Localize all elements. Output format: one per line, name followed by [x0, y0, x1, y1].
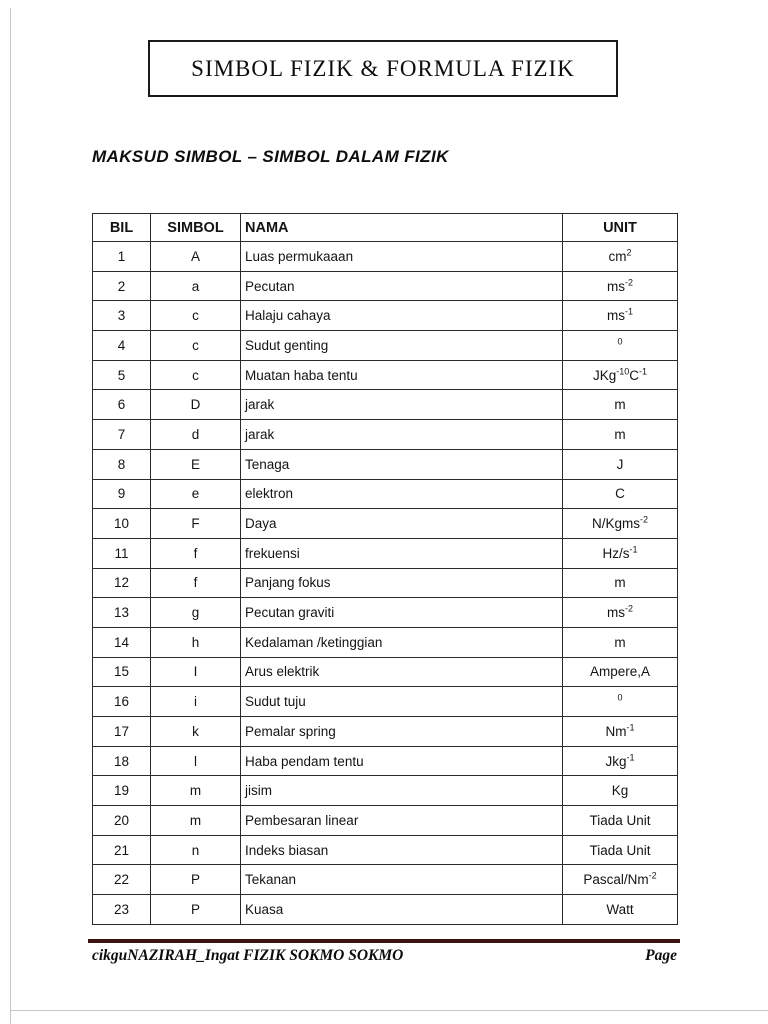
cell-unit: 0: [563, 331, 678, 361]
table-row: [93, 687, 678, 717]
column-header-unit: UNIT: [563, 214, 678, 242]
cell-unit: $ms^{-2}$: [563, 271, 678, 301]
cell-unit: J: [563, 449, 678, 479]
cell-unit: m: [563, 420, 678, 450]
cell-simbol: A: [151, 242, 241, 272]
table-row: [93, 776, 678, 806]
cell-unit: C: [563, 479, 678, 509]
cell-simbol: P: [151, 895, 241, 925]
cell-simbol: c: [151, 301, 241, 331]
cell-bil: 12: [93, 568, 151, 598]
cell-bil: 11: [93, 538, 151, 568]
cell-nama: Pemalar spring: [241, 717, 563, 747]
table-row: [93, 331, 678, 361]
cell-simbol: l: [151, 746, 241, 776]
cell-bil: 5: [93, 360, 151, 390]
cell-bil: 2: [93, 271, 151, 301]
page-edge-bottom: [10, 1010, 768, 1011]
footer-divider: [88, 939, 680, 943]
cell-nama: Arus elektrik: [241, 657, 563, 687]
cell-nama: elektron: [241, 479, 563, 509]
cell-nama: Tekanan: [241, 865, 563, 895]
cell-simbol: m: [151, 806, 241, 836]
cell-nama: Kuasa: [241, 895, 563, 925]
cell-unit: $cm^2$: [563, 242, 678, 272]
cell-nama: jarak: [241, 420, 563, 450]
cell-simbol: P: [151, 865, 241, 895]
cell-simbol: n: [151, 835, 241, 865]
cell-simbol: F: [151, 509, 241, 539]
table-row: [93, 598, 678, 628]
cell-simbol: c: [151, 360, 241, 390]
cell-bil: 15: [93, 657, 151, 687]
page-footer: [92, 947, 677, 965]
cell-nama: Indeks biasan: [241, 835, 563, 865]
page-edge-left: [10, 8, 11, 1024]
cell-unit: $ms^{-1}$: [563, 301, 678, 331]
table-row: [93, 271, 678, 301]
cell-nama: Pecutan graviti: [241, 598, 563, 628]
table-row: [93, 449, 678, 479]
cell-bil: 7: [93, 420, 151, 450]
cell-bil: 3: [93, 301, 151, 331]
cell-bil: 22: [93, 865, 151, 895]
column-header-simbol: SIMBOL: [151, 214, 241, 242]
table-row: [93, 301, 678, 331]
table-row: [93, 627, 678, 657]
cell-bil: 16: [93, 687, 151, 717]
cell-simbol: a: [151, 271, 241, 301]
cell-bil: 13: [93, 598, 151, 628]
cell-unit: Tiada Unit: [563, 806, 678, 836]
cell-simbol: i: [151, 687, 241, 717]
table-row: [93, 746, 678, 776]
cell-bil: 9: [93, 479, 151, 509]
document-title: SIMBOL FIZIK & FORMULA FIZIK: [191, 55, 575, 81]
cell-simbol: g: [151, 598, 241, 628]
table-row: [93, 717, 678, 747]
cell-simbol: E: [151, 449, 241, 479]
table-row: [93, 835, 678, 865]
cell-bil: 20: [93, 806, 151, 836]
table-row: [93, 420, 678, 450]
cell-simbol: f: [151, 568, 241, 598]
cell-unit: Ampere,A: [563, 657, 678, 687]
footer-left-text: cikguNAZIRAH_Ingat FIZIK SOKMO SOKMO: [92, 947, 404, 964]
cell-simbol: f: [151, 538, 241, 568]
cell-unit: Watt: [563, 895, 678, 925]
table-row: [93, 568, 678, 598]
cell-bil: 6: [93, 390, 151, 420]
cell-unit: Jkg$^{-1}$: [563, 746, 678, 776]
cell-nama: Pembesaran linear: [241, 806, 563, 836]
column-header-bil: BIL: [93, 214, 151, 242]
cell-nama: jisim: [241, 776, 563, 806]
cell-simbol: k: [151, 717, 241, 747]
cell-unit: N/Kgms$^{-2}$: [563, 509, 678, 539]
cell-bil: 14: [93, 627, 151, 657]
cell-nama: Sudut genting: [241, 331, 563, 361]
cell-unit: $Nm^{-1}$: [563, 717, 678, 747]
cell-bil: 8: [93, 449, 151, 479]
cell-unit: 0: [563, 687, 678, 717]
cell-bil: 10: [93, 509, 151, 539]
cell-simbol: m: [151, 776, 241, 806]
cell-simbol: I: [151, 657, 241, 687]
cell-unit: $Hz/s^{-1}$: [563, 538, 678, 568]
table-row: [93, 657, 678, 687]
cell-bil: 21: [93, 835, 151, 865]
symbols-table: [92, 213, 678, 925]
table-row: [93, 895, 678, 925]
cell-nama: Sudut tuju: [241, 687, 563, 717]
table-row: [93, 538, 678, 568]
cell-nama: Panjang fokus: [241, 568, 563, 598]
cell-unit: Pascal/$Nm^{-2}$: [563, 865, 678, 895]
cell-bil: 23: [93, 895, 151, 925]
table-row: [93, 360, 678, 390]
table-header-row: [93, 214, 678, 242]
table-row: [93, 242, 678, 272]
cell-bil: 19: [93, 776, 151, 806]
cell-simbol: h: [151, 627, 241, 657]
cell-unit: m: [563, 627, 678, 657]
cell-simbol: e: [151, 479, 241, 509]
cell-simbol: c: [151, 331, 241, 361]
table-row: [93, 479, 678, 509]
cell-nama: Kedalaman /ketinggian: [241, 627, 563, 657]
table-row: [93, 806, 678, 836]
cell-bil: 1: [93, 242, 151, 272]
cell-bil: 17: [93, 717, 151, 747]
cell-nama: Muatan haba tentu: [241, 360, 563, 390]
cell-nama: Halaju cahaya: [241, 301, 563, 331]
cell-nama: Pecutan: [241, 271, 563, 301]
cell-nama: Luas permukaaan: [241, 242, 563, 272]
cell-unit: $JKg^{-10}C^{-1}$: [563, 360, 678, 390]
cell-simbol: d: [151, 420, 241, 450]
cell-simbol: D: [151, 390, 241, 420]
cell-unit: Kg: [563, 776, 678, 806]
table-row: [93, 509, 678, 539]
cell-unit: Tiada Unit: [563, 835, 678, 865]
cell-nama: Tenaga: [241, 449, 563, 479]
cell-nama: Daya: [241, 509, 563, 539]
cell-bil: 4: [93, 331, 151, 361]
cell-nama: Haba pendam tentu: [241, 746, 563, 776]
cell-nama: jarak: [241, 390, 563, 420]
title-box: [148, 40, 618, 97]
cell-unit: m: [563, 390, 678, 420]
footer-page-label: Page: [645, 947, 677, 964]
cell-bil: 18: [93, 746, 151, 776]
column-header-nama: NAMA: [241, 214, 563, 242]
cell-unit: m: [563, 568, 678, 598]
section-heading: MAKSUD SIMBOL – SIMBOL DALAM FIZIK: [92, 147, 449, 166]
cell-nama: frekuensi: [241, 538, 563, 568]
cell-unit: $ms^{-2}$: [563, 598, 678, 628]
table-row: [93, 865, 678, 895]
table-row: [93, 390, 678, 420]
